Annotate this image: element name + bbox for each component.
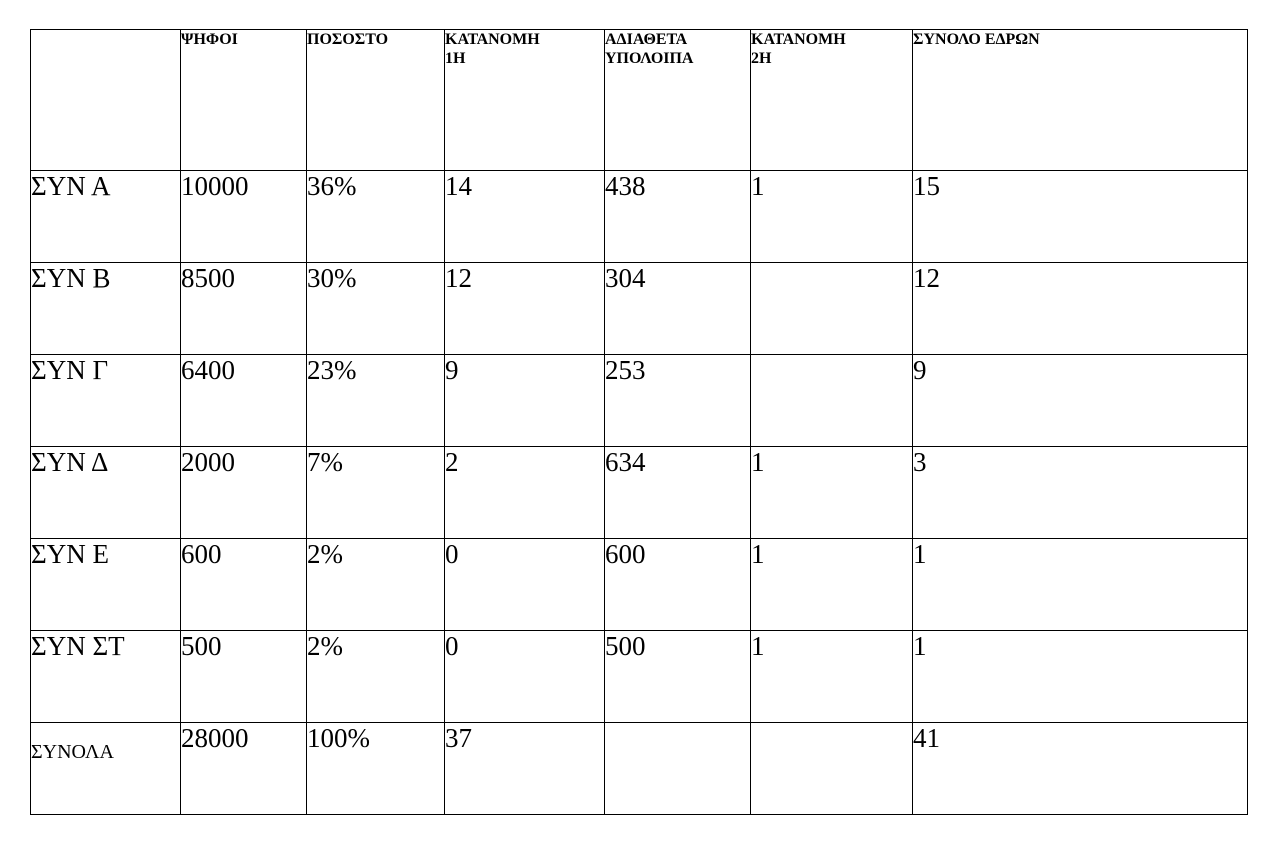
seat-allocation-table (30, 29, 1248, 815)
allocation-1-cell: 0 (445, 539, 605, 631)
allocation-2-cell (751, 355, 913, 447)
total-seats-sum-cell: 41 (913, 723, 1248, 815)
table-row (31, 263, 1248, 355)
remainders-cell: 600 (605, 539, 751, 631)
percentage-cell: 23% (307, 355, 445, 447)
row-label: ΣΥΝ ΣΤ (31, 631, 181, 723)
total-allocation-2-cell (751, 723, 913, 815)
allocation-1-cell: 2 (445, 447, 605, 539)
total-allocation-1-cell: 37 (445, 723, 605, 815)
row-label: ΣΥΝ Α (31, 171, 181, 263)
header-row (31, 30, 1248, 171)
allocation-1-cell: 12 (445, 263, 605, 355)
allocation-2-cell: 1 (751, 539, 913, 631)
total-seats-cell: 15 (913, 171, 1248, 263)
allocation-1-cell: 0 (445, 631, 605, 723)
table-row (31, 171, 1248, 263)
row-label: ΣΥΝ Β (31, 263, 181, 355)
header-cell-corner (31, 30, 181, 171)
remainders-cell: 634 (605, 447, 751, 539)
row-label: ΣΥΝ Ε (31, 539, 181, 631)
total-votes-cell: 28000 (181, 723, 307, 815)
total-percentage-cell: 100% (307, 723, 445, 815)
total-seats-cell: 3 (913, 447, 1248, 539)
votes-cell: 10000 (181, 171, 307, 263)
remainders-cell: 500 (605, 631, 751, 723)
percentage-cell: 7% (307, 447, 445, 539)
allocation-2-cell: 1 (751, 447, 913, 539)
row-label: ΣΥΝ Γ (31, 355, 181, 447)
header-cell-allocation-2: ΚΑΤΑΝΟΜΗ 2Η (751, 30, 913, 171)
total-remainders-cell (605, 723, 751, 815)
allocation-1-cell: 14 (445, 171, 605, 263)
row-label: ΣΥΝ Δ (31, 447, 181, 539)
votes-cell: 8500 (181, 263, 307, 355)
percentage-cell: 30% (307, 263, 445, 355)
percentage-cell: 2% (307, 539, 445, 631)
remainders-cell: 253 (605, 355, 751, 447)
allocation-1-cell: 9 (445, 355, 605, 447)
votes-cell: 500 (181, 631, 307, 723)
header-cell-total-seats: ΣΥΝΟΛΟ ΕΔΡΩΝ (913, 30, 1248, 171)
table-row (31, 447, 1248, 539)
votes-cell: 2000 (181, 447, 307, 539)
header-cell-remainders: ΑΔΙΑΘΕΤΑ ΥΠΟΛΟΙΠΑ (605, 30, 751, 171)
totals-label: ΣΥΝΟΛΑ (31, 723, 181, 815)
allocation-2-cell (751, 263, 913, 355)
allocation-2-cell: 1 (751, 171, 913, 263)
header-cell-percentage: ΠΟΣΟΣΤΟ (307, 30, 445, 171)
table-row (31, 631, 1248, 723)
percentage-cell: 36% (307, 171, 445, 263)
header-cell-votes: ΨΗΦΟΙ (181, 30, 307, 171)
votes-cell: 6400 (181, 355, 307, 447)
votes-cell: 600 (181, 539, 307, 631)
table-row (31, 539, 1248, 631)
remainders-cell: 438 (605, 171, 751, 263)
percentage-cell: 2% (307, 631, 445, 723)
table-row (31, 355, 1248, 447)
remainders-cell: 304 (605, 263, 751, 355)
allocation-2-cell: 1 (751, 631, 913, 723)
total-seats-cell: 1 (913, 631, 1248, 723)
totals-row (31, 723, 1248, 815)
total-seats-cell: 12 (913, 263, 1248, 355)
header-cell-allocation-1: ΚΑΤΑΝΟΜΗ 1Η (445, 30, 605, 171)
total-seats-cell: 9 (913, 355, 1248, 447)
total-seats-cell: 1 (913, 539, 1248, 631)
